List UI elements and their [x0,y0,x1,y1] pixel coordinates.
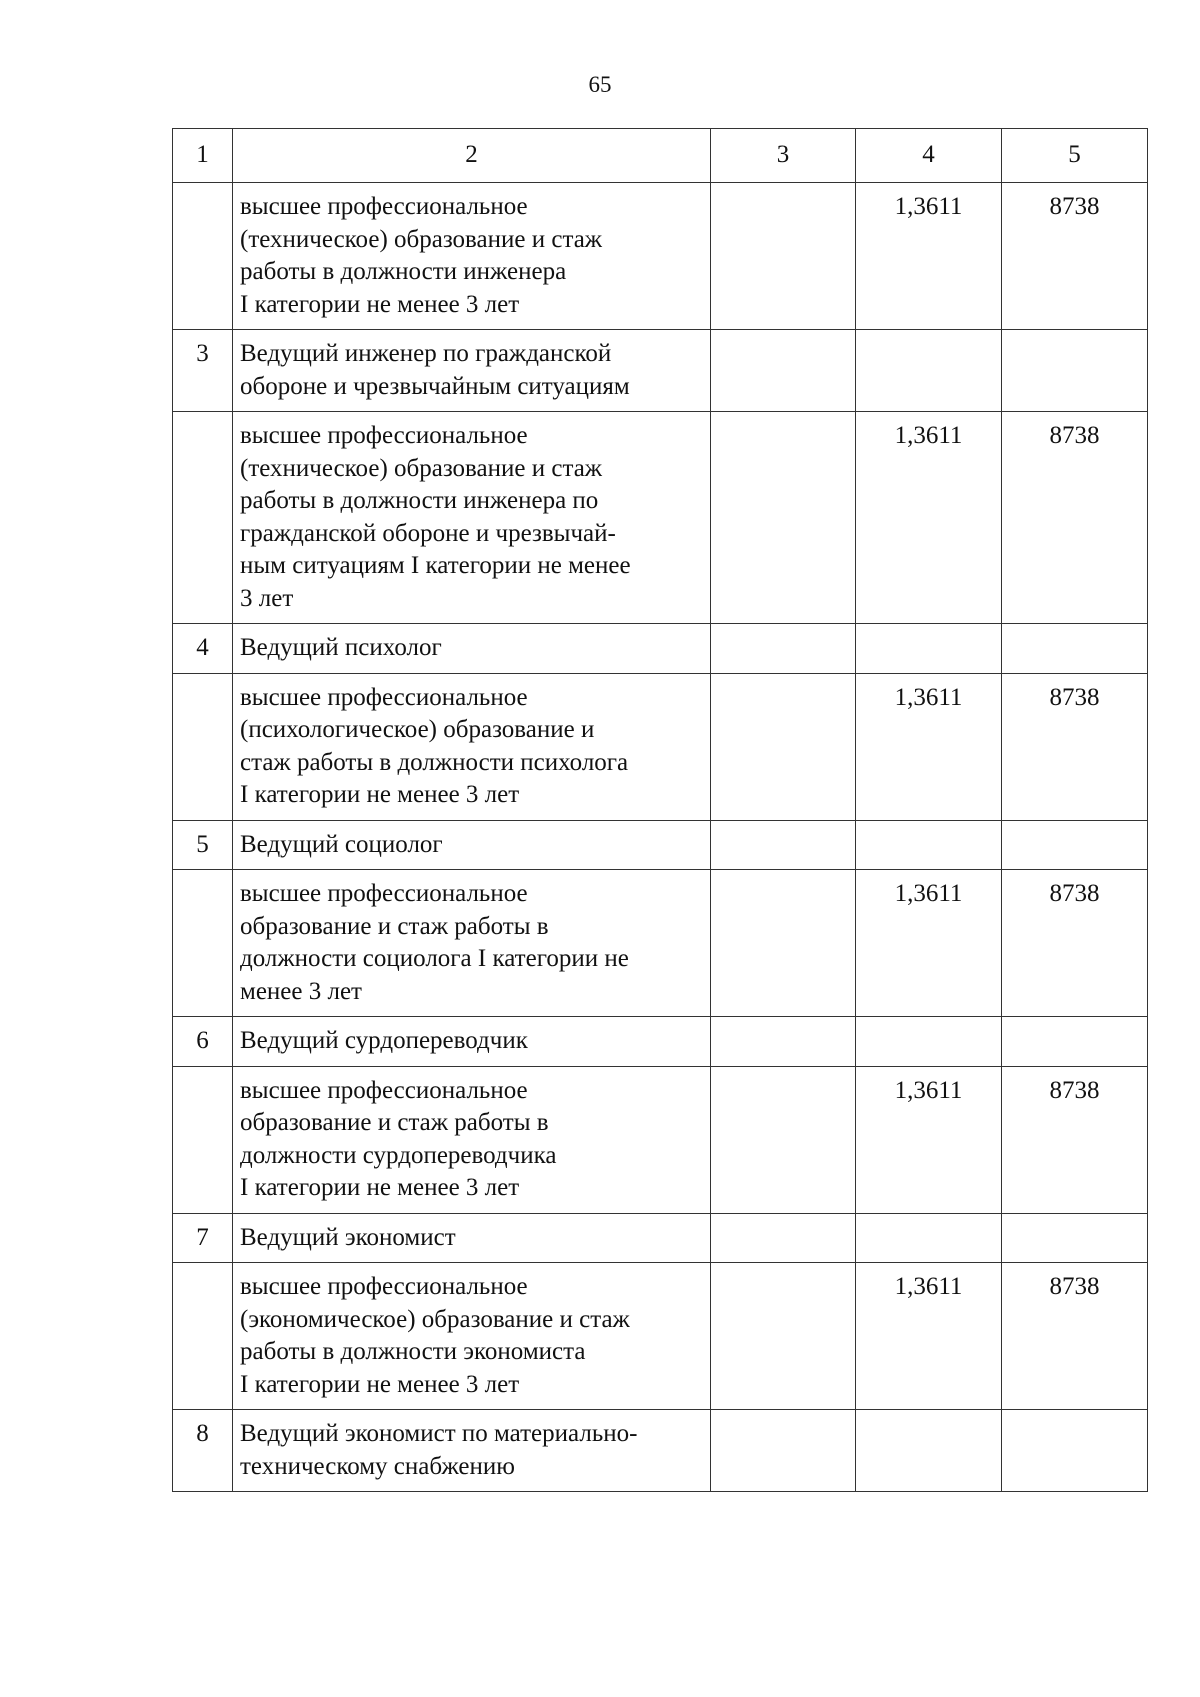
row-description-text: высшее профессиональное (техническое) образование и стаж работы в должности инженера I категории не менее 3 лет [240,193,603,318]
header-cell-2: 2 [233,129,711,183]
row-description [233,1213,711,1263]
row-col-3 [711,1066,856,1213]
row-coefficient [856,673,1002,820]
table-body [173,129,1148,1492]
row-coefficient [856,183,1002,330]
row-number [173,1263,233,1410]
table-row [173,1263,1148,1410]
row-description-text: высшее профессиональное образование и стаж работы в должности социолога I категории не менее 3 лет [240,880,629,1005]
row-description-text: Ведущий экономист по материально- техническому снабжению [240,1420,638,1480]
row-coefficient-text: 1,3611 [894,683,963,711]
row-number [173,820,233,870]
row-salary-text: 8738 [1049,683,1100,711]
table-row [173,870,1148,1017]
row-number [173,412,233,624]
row-coefficient-text: 1,3611 [894,422,963,449]
row-number [173,1213,233,1263]
row-number [173,1017,233,1067]
row-salary [1002,330,1148,412]
row-coefficient [856,1263,1002,1410]
table-row [173,624,1148,674]
row-salary [1002,624,1148,674]
row-salary-text: 8738 [1049,880,1100,907]
row-col-3 [711,820,856,870]
row-col-3 [711,1213,856,1263]
table-row [173,183,1148,330]
row-number [173,1066,233,1213]
row-number-text: 6 [196,1027,209,1054]
row-salary [1002,1017,1148,1067]
row-number [173,1410,233,1492]
row-coefficient-text: 1,3611 [894,193,963,220]
row-salary [1002,183,1148,330]
row-col-3 [711,673,856,820]
row-description [233,1017,711,1067]
row-description [233,673,711,820]
row-salary [1002,1066,1148,1213]
row-description-text: Ведущий сурдопереводчик [240,1027,528,1054]
row-salary [1002,870,1148,1017]
header-cell-3: 3 [711,129,856,183]
row-description [233,330,711,412]
row-col-3 [711,1017,856,1067]
row-salary [1002,673,1148,820]
table-row [173,330,1148,412]
row-col-3 [711,183,856,330]
row-number-text: 5 [196,830,209,858]
row-number [173,330,233,412]
row-number [173,183,233,330]
table-row [173,1017,1148,1067]
row-number [173,870,233,1017]
row-number [173,673,233,820]
row-description-text: Ведущий инженер по гражданской обороне и чрезвычайным ситуациям [240,340,630,400]
row-description-text: высшее профессиональное (экономическое) образование и стаж работы в должности экономиста I категории не менее 3 лет [240,1273,630,1398]
qualification-table [172,128,1148,1492]
row-coefficient [856,412,1002,624]
row-description [233,183,711,330]
row-description-text: высшее профессиональное образование и стаж работы в должности сурдопереводчика I категории не менее 3 лет [240,1076,557,1201]
row-number-text: 4 [196,634,209,661]
row-salary [1002,412,1148,624]
row-number-text: 3 [196,340,209,367]
table-row [173,1410,1148,1492]
row-coefficient [856,624,1002,674]
row-description-text: Ведущий социолог [240,830,443,858]
row-coefficient [856,1213,1002,1263]
row-col-3 [711,1263,856,1410]
row-col-3 [711,624,856,674]
row-description [233,870,711,1017]
header-cell-4: 4 [856,129,1002,183]
row-description-text: Ведущий психолог [240,634,442,661]
row-coefficient [856,870,1002,1017]
table-row [173,673,1148,820]
row-number-text: 7 [196,1223,209,1251]
row-col-3 [711,330,856,412]
row-description-text: высшее профессиональное (психологическое) образование и стаж работы в должности психолога I категории не менее 3 лет [240,683,629,808]
row-description-text: Ведущий экономист [240,1223,456,1251]
row-description [233,624,711,674]
row-salary [1002,1213,1148,1263]
row-col-3 [711,412,856,624]
table-row [173,1066,1148,1213]
table-row [173,1213,1148,1263]
row-salary [1002,820,1148,870]
row-coefficient [856,1410,1002,1492]
row-salary-text: 8738 [1049,1273,1100,1300]
row-col-3 [711,1410,856,1492]
row-description [233,820,711,870]
row-description-text: высшее профессиональное (техническое) образование и стаж работы в должности инженера по гражданской обороне и чрезвычай- ным ситуациям I категории не менее 3 лет [240,422,631,612]
row-description [233,1263,711,1410]
table-header-row [173,129,1148,183]
row-number [173,624,233,674]
row-coefficient [856,820,1002,870]
row-coefficient-text: 1,3611 [894,880,963,907]
row-salary [1002,1263,1148,1410]
page-number: 65 [588,72,612,97]
row-salary [1002,1410,1148,1492]
row-description [233,1066,711,1213]
header-cell-5: 5 [1002,129,1148,183]
row-coefficient-text: 1,3611 [894,1076,963,1104]
row-coefficient-text: 1,3611 [894,1273,963,1300]
row-salary-text: 8738 [1049,422,1100,449]
header-cell-1: 1 [173,129,233,183]
row-coefficient [856,1066,1002,1213]
row-salary-text: 8738 [1049,1076,1100,1104]
row-description [233,412,711,624]
row-salary-text: 8738 [1049,193,1100,220]
table-row [173,820,1148,870]
row-col-3 [711,870,856,1017]
table-row [173,412,1148,624]
row-number-text: 8 [196,1420,209,1447]
row-coefficient [856,1017,1002,1067]
row-coefficient [856,330,1002,412]
row-description [233,1410,711,1492]
